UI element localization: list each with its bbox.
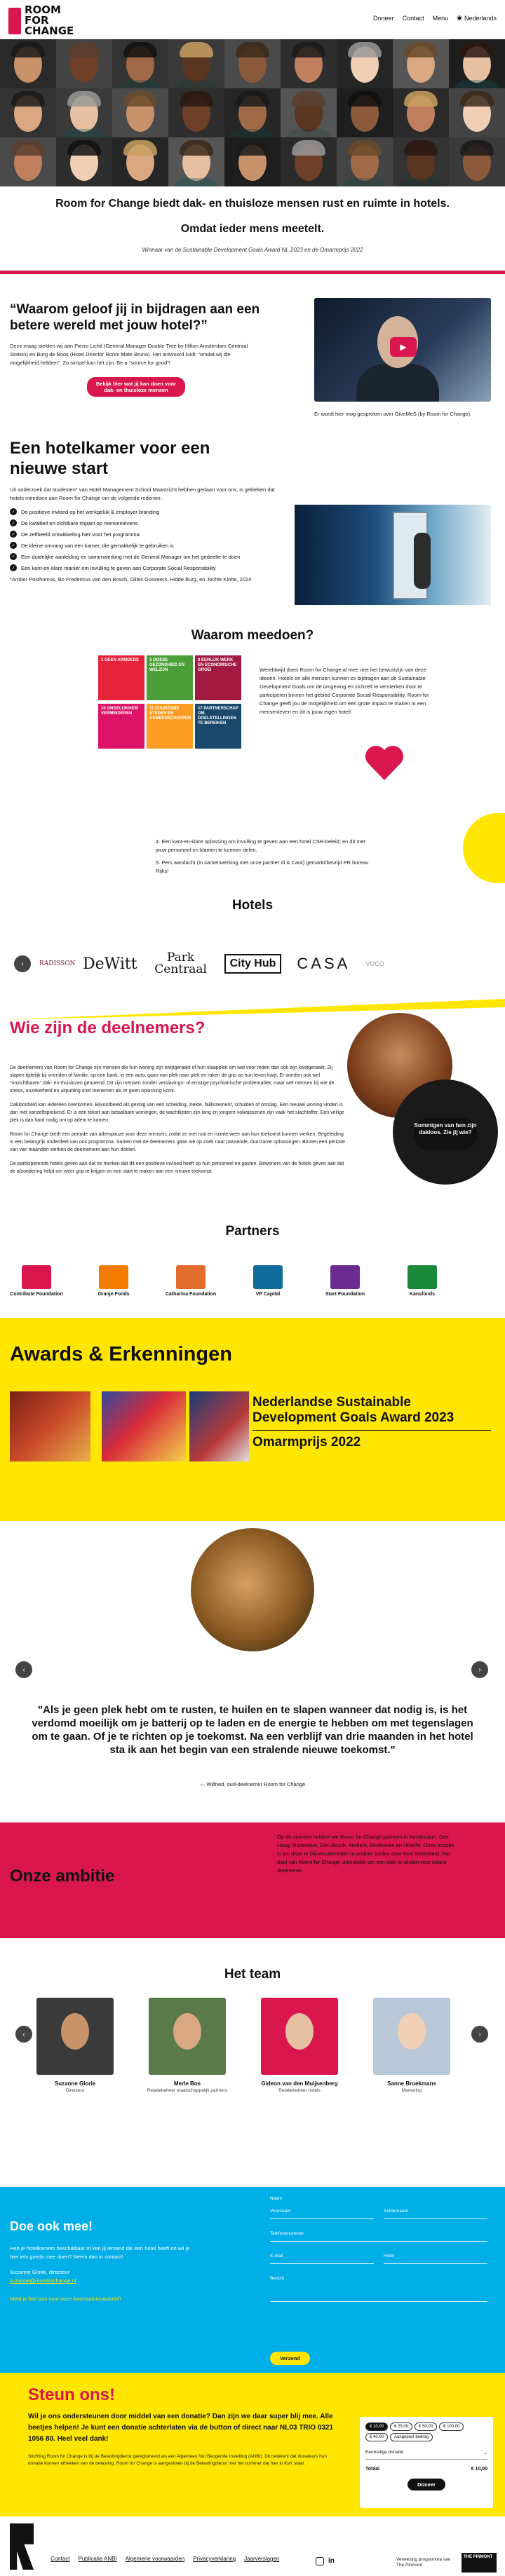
shoulders xyxy=(341,178,389,186)
hero-faces-grid xyxy=(0,39,505,186)
hair xyxy=(67,140,101,156)
partner-name: Contribute Foundation xyxy=(10,1292,63,1297)
message-input[interactable]: Bericht xyxy=(270,2274,487,2302)
face-photo xyxy=(224,137,281,186)
face-photo xyxy=(281,88,337,137)
reason-item xyxy=(10,508,283,515)
steun xyxy=(28,2387,337,2467)
hair xyxy=(236,91,269,107)
shoulders xyxy=(229,178,276,186)
footer-nav xyxy=(50,2556,279,2562)
award-photo-1 xyxy=(10,1391,90,1461)
shoulders xyxy=(453,178,501,186)
partner-mark xyxy=(176,1265,206,1289)
numbered-item-5: 5. Pers aandacht (in samenwerking met onze partner di & Cara) gemarkt/bevrijd PR bureau Rijks! xyxy=(156,859,369,874)
shoulders xyxy=(60,129,108,137)
face-photo xyxy=(337,137,393,186)
hair xyxy=(11,140,45,156)
footer-link[interactable]: Privacyverklaring xyxy=(193,2556,236,2562)
hotel-logo[interactable]: City Hub xyxy=(224,954,282,974)
shoulders xyxy=(173,178,220,186)
face-photo xyxy=(168,88,224,137)
partner-mark xyxy=(99,1265,128,1289)
footer-link[interactable]: Jaarverslagen xyxy=(244,2556,280,2562)
team-member xyxy=(145,1998,229,2093)
total-label: Totaal xyxy=(365,2467,380,2472)
anbi-text: Stichting Room for Change is bij de Belastingdienst geregistreerd als een Algemeen Nut Beogende Instelling (ANBI). Dit betekent dat donateurs hun donatie kunnen aftrekken van de belasting. Room for Change is aangesloten bij de Belastingdienst met het nummer dat hier in KvK staat. xyxy=(28,2454,328,2466)
numbered-list xyxy=(79,838,373,875)
nav-contact[interactable]: Contact xyxy=(402,14,424,22)
hotels-heading: Hotels xyxy=(231,898,274,913)
hair xyxy=(404,91,438,107)
play-icon[interactable]: ▶ xyxy=(390,337,417,357)
hotelroom-section xyxy=(10,438,283,584)
hair xyxy=(236,42,269,57)
shoulders xyxy=(60,80,108,88)
video-player[interactable] xyxy=(314,298,491,402)
team-role: Relatiebeheer hotels xyxy=(278,2088,321,2093)
reason-text: De zelfbeeld ontwikkeling hier voor het programma xyxy=(21,531,140,538)
hotelroom-heading: Een hotelkamer voor een nieuwe start xyxy=(10,439,210,478)
frequency-select[interactable] xyxy=(365,2446,487,2460)
partner-name: VP Capital xyxy=(255,1292,281,1297)
reason-item xyxy=(10,542,283,549)
doe-mee-text: Heb je hotelkamers beschikbaar of ken jij iemand die een hotel heeft en wil je hier iets goeds mee doen? Neem dan in contact! xyxy=(10,2245,190,2260)
partner-logo[interactable] xyxy=(317,1265,373,1297)
cta-button[interactable]: Bekijk hier wat jij kan doen voor dak- en thuisloze mensen xyxy=(87,377,185,397)
why-text: Deze vraag stelden wij aan Pierro Lichtl (General Manager Double Tree by Hilton Amsterdam Centraal Station) en Burg de Boos (Hotel Director Room Mate Bruno). Het antwoord luidt: “omdat wij die mogelijkheid hebben”. Zo simpel kan het zijn. Be a “source for good”! xyxy=(10,343,248,366)
partner-name: Kansfonds xyxy=(409,1292,436,1297)
team-photo xyxy=(373,1998,450,2075)
ambitie-heading: Onze ambitie xyxy=(10,1867,115,1886)
partner-mark xyxy=(330,1265,360,1289)
amount-option[interactable]: € 50,00 xyxy=(415,2422,437,2431)
reasons-list xyxy=(10,508,283,571)
shoulders xyxy=(397,80,445,88)
footer-link[interactable]: Contact xyxy=(50,2556,70,2562)
shoulders xyxy=(341,80,389,88)
why-section xyxy=(10,301,297,397)
main-nav xyxy=(373,14,497,22)
face-photo xyxy=(281,39,337,88)
shoulders xyxy=(4,80,52,88)
team-member xyxy=(257,1998,342,2093)
face-photo xyxy=(337,88,393,137)
language-selector[interactable] xyxy=(457,14,497,22)
awards-list xyxy=(252,1395,491,1450)
testimonial-photo xyxy=(191,1528,314,1651)
face xyxy=(398,2013,426,2050)
sdg-tile: 8 EERLIJK WERK EN ECONOMISCHE GROEI xyxy=(195,655,241,700)
video-caption: Er wordt hier mog gesproken over GiveMeS (by Room for Change). xyxy=(314,411,472,417)
amount-option[interactable]: € 25,00 xyxy=(390,2422,412,2431)
partner-name: Start Foundation xyxy=(325,1292,365,1297)
heart-icon xyxy=(363,742,405,784)
face-photo xyxy=(393,88,449,137)
hotel-logo[interactable]: RADISSON xyxy=(39,960,76,967)
phone-input[interactable]: Telefoonnummer xyxy=(270,2229,487,2242)
shoulders xyxy=(285,178,332,186)
face-photo xyxy=(449,88,505,137)
nav-menu[interactable]: Menu xyxy=(432,14,449,22)
numbered-item-4: 4. Een kant-en-klare oplossing om invulling te geven aan een hotel CSR-beleid; en dit met jouw personeel en klanten te kunnen delen. xyxy=(156,838,365,853)
reason-text: Een duidelijke aanleiding en samenwerking met de General Manager om het gedeelte te doen xyxy=(21,553,241,560)
hair xyxy=(180,42,213,57)
pinmont-logo: THE PINMONT xyxy=(462,2553,497,2572)
team-name: Merle Bos xyxy=(173,2080,201,2087)
shoulders xyxy=(285,80,332,88)
language-label: Nederlands xyxy=(464,14,497,22)
face-photo xyxy=(449,137,505,186)
check-icon: ✓ xyxy=(10,508,17,515)
shoulders xyxy=(229,80,276,88)
team-photo xyxy=(36,1998,114,2075)
shoulders xyxy=(229,129,276,137)
hair xyxy=(292,91,325,107)
badge: Sommigen van hen zijn dakloos. Zie jij wie? xyxy=(414,1118,477,1150)
reason-text: De positieve invloed op het werkgeluk & employer branding xyxy=(21,508,160,515)
award-1: Nederlandse Sustainable Development Goals Award 2023 xyxy=(252,1395,454,1425)
check-icon: ✓ xyxy=(10,564,17,571)
prev-arrow-icon[interactable]: ‹ xyxy=(15,1661,32,1678)
hair xyxy=(123,91,157,107)
amount-option[interactable]: € 100,00 xyxy=(439,2422,464,2431)
footer-link[interactable]: Algemene voorwaarden xyxy=(125,2556,185,2562)
hair xyxy=(67,42,101,57)
partner-name: Oranje Fonds xyxy=(97,1292,130,1297)
contact-form xyxy=(270,2194,487,2302)
partner-name: Catharina Foundation xyxy=(165,1292,217,1297)
shoulders xyxy=(4,178,52,186)
team-name: Suzanne Glorie xyxy=(54,2080,96,2087)
face-photo xyxy=(224,39,281,88)
hair xyxy=(404,42,438,57)
hotelroom-lead: Uit onderzoek dat studenten* van Hotel Management School Maastricht hebben gedaan voor ons, is gebleken dat hotels meedoen aan Room for Change om de volgende redenen: xyxy=(10,486,275,501)
face-photo xyxy=(224,88,281,137)
face xyxy=(173,2013,201,2050)
deelnemers-section xyxy=(10,1020,346,1182)
shoulders xyxy=(116,129,164,137)
hair xyxy=(292,42,325,57)
check-icon: ✓ xyxy=(10,531,17,538)
shoulders xyxy=(173,80,220,88)
face-photo xyxy=(112,39,168,88)
intro-title: Room for Change biedt dak- en thuisloze mensen rust en ruimte in hotels. xyxy=(55,198,450,210)
logo-text: ROOM FOR CHANGE xyxy=(25,4,74,37)
shoulders xyxy=(116,80,164,88)
face-photo xyxy=(393,137,449,186)
hair xyxy=(404,140,438,156)
face-photo xyxy=(393,39,449,88)
email-input[interactable]: E-mail xyxy=(270,2251,374,2264)
shoulders xyxy=(173,129,220,137)
team-role: Marketing xyxy=(401,2088,422,2093)
partner-mark xyxy=(22,1265,51,1289)
check-icon: ✓ xyxy=(10,553,17,560)
footer-logo[interactable] xyxy=(10,2523,34,2570)
shoulders xyxy=(453,80,501,88)
team-member xyxy=(370,1998,454,2093)
yellow-half-circle xyxy=(463,813,505,883)
footer xyxy=(0,2516,505,2576)
faces-circle xyxy=(393,1079,498,1185)
face-photo xyxy=(281,137,337,186)
hotel-corridor-photo xyxy=(295,505,491,605)
next-arrow-icon[interactable]: › xyxy=(471,2026,488,2043)
face xyxy=(285,2013,314,2050)
team-role: Relatiebeheer maatschappelijk partners xyxy=(147,2088,228,2093)
amount-option[interactable]: Aangepast bedrag xyxy=(390,2433,433,2441)
footer-credit: Verwezing programma van The Pinmont xyxy=(396,2557,451,2568)
shoulders xyxy=(341,129,389,137)
next-arrow-icon[interactable]: › xyxy=(471,1661,488,1678)
prev-arrow-icon[interactable]: ‹ xyxy=(14,955,31,972)
partner-logo[interactable] xyxy=(8,1265,65,1297)
footer-link[interactable]: Publicatie ANBI xyxy=(78,2556,117,2562)
award-photo-2 xyxy=(102,1391,186,1461)
linkedin-icon[interactable]: in xyxy=(328,2557,335,2565)
team-photo xyxy=(261,1998,338,2075)
sdg-tile: 3 GOEDE GEZONDHEID EN WELZIJN xyxy=(147,655,193,700)
hair xyxy=(67,91,101,107)
prev-arrow-icon[interactable]: ‹ xyxy=(15,2026,32,2043)
face-photo xyxy=(112,137,168,186)
first-name-input[interactable]: Voornaam xyxy=(270,2207,374,2219)
hair xyxy=(11,42,45,57)
site-header xyxy=(0,0,505,39)
hair xyxy=(123,140,157,156)
face-photo xyxy=(112,88,168,137)
face-photo xyxy=(337,39,393,88)
award-note: Winnaar van de Sustainable Development Goals Award NL 2023 en de Omarmprijs 2022 xyxy=(142,247,363,253)
partner-logo[interactable] xyxy=(240,1265,296,1297)
team-name: Sanne Broekmans xyxy=(387,2080,436,2087)
doe-mee xyxy=(10,2219,192,2303)
partners-heading: Partners xyxy=(225,1224,280,1239)
awards-heading-wrap xyxy=(10,1342,501,1366)
logo[interactable] xyxy=(8,5,88,36)
team-role: Directeur xyxy=(65,2088,85,2093)
hotel-input[interactable]: Hotel xyxy=(384,2251,487,2264)
newsletter-link[interactable]: Meld je hier aan voor onze kwartaalnieuwsbrief! xyxy=(10,2296,121,2302)
intro xyxy=(0,196,505,253)
instagram-icon[interactable] xyxy=(316,2557,324,2565)
shoulders xyxy=(4,129,52,137)
deelnemers-paragraph: Room for Change biedt een periode van adempauze voor deze mensen, zodat ze met rust en ruimte weer aan hun toekomst kunnen werken. Begeleiding is een belangrijk onderdeel van ons programma. Samen met de deelnemers gaan we op zoek naar passende, duurzame oplossingen. Binnen een periode van vier maanden werken de deelnemers aan hun doelen. xyxy=(10,1132,345,1152)
globe-icon: ◉ xyxy=(457,14,462,21)
sdg-grid xyxy=(98,655,242,750)
frequency-value: Eenmalige donatie xyxy=(365,2450,403,2455)
face-photo xyxy=(168,137,224,186)
hotel-logo[interactable]: DeWitt xyxy=(83,955,137,973)
contact-person: Suzanne Glorie, directeur xyxy=(10,2269,70,2275)
hair xyxy=(11,91,45,107)
hair xyxy=(460,140,494,156)
team-photo xyxy=(149,1998,226,2075)
testimonial-author: — Wilfried, oud-deelnemer Room for Change xyxy=(199,1781,306,1787)
check-icon: ✓ xyxy=(10,519,17,526)
face-photo xyxy=(0,137,56,186)
hotels-carousel xyxy=(14,939,505,988)
deelnemers-paragraph: Dakloosheid kan iedereen overkomen. Bijvoorbeeld als gevolg van een scheiding, ziekte, faillissement, schulden of ontslag. Een nieuwe woning vinden is dan niet vanzelfsprekend. Er is een tekort aan betaalbare woningen, de wachtlijsten zijn lang en jongere volwassenen zijn vaak het slachtoffer. Een veilige plek is dan hard nodig om op adem te komen. xyxy=(10,1103,344,1123)
steun-heading: Steun ons! xyxy=(28,2385,115,2404)
doe-mee-heading: Doe ook mee! xyxy=(10,2219,93,2233)
award-photo-3 xyxy=(189,1391,249,1461)
shoulders xyxy=(397,129,445,137)
sdg-tile: 17 PARTNERSCHAP OM DOELSTELLINGEN TE BEREIKEN xyxy=(195,704,241,749)
contact-email[interactable]: suzanne@roomforchange.nl xyxy=(10,2277,76,2284)
face-photo xyxy=(56,137,112,186)
face-photo xyxy=(56,39,112,88)
hotel-logo[interactable]: CASA xyxy=(297,955,351,972)
face-photo xyxy=(0,88,56,137)
logo-mark xyxy=(8,8,21,34)
shoulders xyxy=(116,178,164,186)
reason-item xyxy=(10,531,283,538)
reason-item xyxy=(10,553,283,560)
research-authors: *Amber Posthumus, Bo Fredericus van den Bosch, Gilles Gosseers, Hidde Burg, en Jochie Klotte, 2024 xyxy=(10,576,252,582)
hair xyxy=(348,42,382,57)
hair xyxy=(123,42,157,57)
hair xyxy=(460,42,494,57)
meedoen-heading-wrap xyxy=(0,627,505,643)
reason-item xyxy=(10,564,283,571)
face-photo xyxy=(449,39,505,88)
shoulders xyxy=(453,129,501,137)
testimonial-quote: "Als je geen plek hebt om te rusten, te huilen en te slapen wanneer dat nodig is, is het verdomd moeilijk om je batterij op te laden en de energie te hebben om met tegenslagen om te gaan. Of je te richten op je toekomst. Na een verblijf van drie maanden in het hotel sta ik aan het begin van een stralende nieuwe toekomst." xyxy=(32,1704,473,1756)
hotel-logo[interactable]: VOCO xyxy=(365,960,384,967)
shoulders xyxy=(60,178,108,186)
intro-subtitle: Omdat ieder mens meetelt. xyxy=(180,223,325,235)
ambitie-text: Op dit moment hebben we Room for Change partners in Amsterdam, Den Haag, Rotterdam, Den Bosch, Arnhem, Eindhoven en Utrecht. Onze ambitie is om deze te blijven uitbreiden in andere steden door heel Nederland. Het doel van Room for Change uiteindelijk om een plek te vinden voor iedere deelnemer. xyxy=(277,1834,454,1874)
hair xyxy=(348,91,382,107)
awards-heading: Awards & Erkenningen xyxy=(10,1343,232,1365)
meedoen-text: Wereldwijd doen Room for Change al mee met het bewustzijn van deze ideeën. Hotels en alle mensen kunnen zo bijdragen aan de Sustainable Development Goals om de omgeving en zichzelf te versterken door te participeren binnen het gebied Corporate Social Responsibility. Room for Change geeft jou de mogelijkheid om een grote impact te maken in een mensenleven en dit is jouw eigen hotel! xyxy=(260,667,429,715)
shoulders xyxy=(397,178,445,186)
team-name: Gideon van den Muijsenberg xyxy=(261,2080,338,2087)
total-value: € 10,00 xyxy=(471,2467,487,2472)
social-links xyxy=(316,2557,335,2565)
face-photo xyxy=(168,39,224,88)
meedoen-heading: Waarom meedoen? xyxy=(191,628,314,643)
donation-widget xyxy=(360,2417,493,2508)
hair xyxy=(460,91,494,107)
hair xyxy=(180,91,213,107)
partner-logo[interactable] xyxy=(163,1265,219,1297)
last-name-input[interactable]: Achternaam xyxy=(384,2207,487,2219)
sdg-tile: 1 GEEN ARMOEDE xyxy=(98,655,144,700)
amount-option[interactable]: € 40,00 xyxy=(365,2433,388,2441)
shoulders xyxy=(285,129,332,137)
deelnemers-paragraph: De deelnemers van Room for Change zijn mensen die hun woning zijn kwijtgeraakt of hun slaapplek om wat voor reden dan ook zijn kwijtgeraakt. Zij slapen tijdelijk bij vrienden of familie, op een bank, in een auto, gaan van plek naar plek en raken de grip op hun leven kwijt. Er worden ook wel "onzichtbaren" dak- en thuislozen genoemd. Dit zijn mensen zonder verslavings- of ernstige psychiatrische problematiek; maar wel mensen bij wie de stress, onzekerheid en uitputting snel toenemen als er geen oplossing komt. xyxy=(10,1065,335,1093)
reason-text: Een kant-en-klare manier om invulling te geven aan Corporate Social Responsibility xyxy=(21,564,216,571)
hair xyxy=(236,140,269,156)
hair xyxy=(180,140,213,156)
face-photo xyxy=(56,88,112,137)
hair xyxy=(292,140,325,156)
team-member xyxy=(33,1998,117,2093)
reason-text: De kleine omvang van een kamer, die gemakkelijk te gebruiken is xyxy=(21,542,174,549)
donate-button[interactable]: Doneer xyxy=(408,2479,445,2490)
submit-button[interactable]: Verzend xyxy=(270,2352,310,2365)
nav-doneer[interactable]: Doneer xyxy=(373,14,394,22)
team-heading: Het team xyxy=(224,1967,281,1982)
hotel-logo[interactable]: Park Centraal xyxy=(154,950,207,976)
chevron-down-icon: ⌄ xyxy=(483,2451,487,2455)
partners-carousel xyxy=(8,1258,505,1304)
partner-logo[interactable] xyxy=(394,1265,450,1297)
sdg-tile: 10 ONGELIJKHEID VERMINDEREN xyxy=(98,704,144,749)
deelnemers-paragraph: De participerende hotels geven aan dat ze merken dat dit een positieve invloed heeft op hun personeel en gasten. Bewoners van de hotels geven aan dat de afzondering helpt om weer grip te krijgen en een start te maken aan een nieuwe toekomst. xyxy=(10,1161,344,1174)
face xyxy=(61,2013,89,2050)
why-heading: “Waarom geloof jij in bijdragen aan een betere wereld met jouw hotel?” xyxy=(10,302,260,333)
partner-mark xyxy=(253,1265,283,1289)
divider xyxy=(0,271,505,274)
face-photo xyxy=(0,39,56,88)
reason-item xyxy=(10,519,283,526)
partner-mark xyxy=(408,1265,437,1289)
amount-option[interactable]: € 10,00 xyxy=(365,2422,388,2431)
check-icon: ✓ xyxy=(10,542,17,549)
reason-text: De kwaliteit en zichtbare impact op mensenlevens xyxy=(21,519,138,526)
partner-logo[interactable] xyxy=(86,1265,142,1297)
sdg-tile: 11 DUURZAME STEDEN EN GEMEENSCHAPPEN xyxy=(147,704,193,749)
steun-text: Wil je ons ondersteunen door middel van een donatie? Dan zijn we daar super blij mee. Alle beetjes helpen! Je kunt een donatie achterlaten via de button of direct naar NL03 TRIO 0321 1056 80. Heel veel dank! xyxy=(28,2413,334,2443)
hair xyxy=(348,140,382,156)
deelnemers-heading: Wie zijn de deelnemers? xyxy=(10,1018,206,1037)
name-label: Naam xyxy=(270,2196,283,2201)
yellow-wave xyxy=(0,999,505,1020)
award-2: Omarmprijs 2022 xyxy=(252,1435,361,1450)
